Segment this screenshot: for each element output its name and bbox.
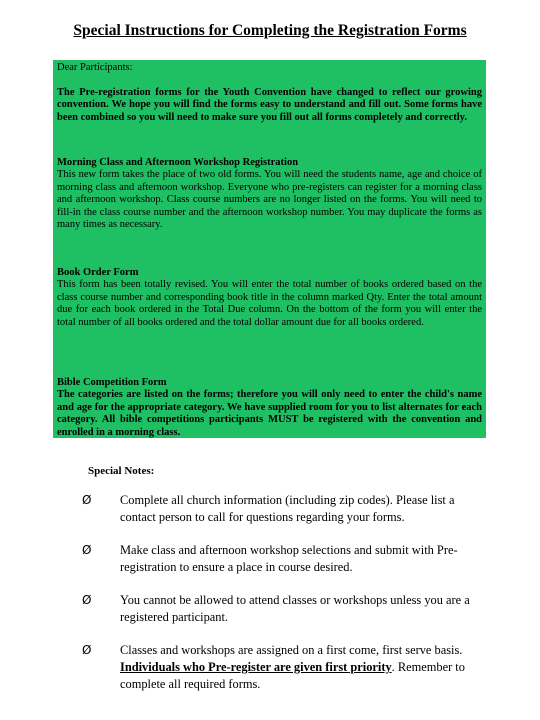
- priority-emphasis: Individuals who Pre-register are given first priority: [120, 660, 392, 674]
- section-heading: Morning Class and Afternoon Workshop Registration: [57, 157, 299, 168]
- instructions-box: [53, 60, 486, 438]
- list-item: [82, 642, 482, 693]
- section-body: This new form takes the place of two old forms. You will need the students name, age and choice of morning class and afternoon workshop. Everyone who pre-registers can register for a morning class and afternoon workshop. Class course numbers are no longer listed on the forms. You will need to fill-in the class course number and the afternoon workshop number. You may duplicate the forms as many times as necessary.: [57, 169, 482, 231]
- list-item-text: Make class and afternoon workshop selections and submit with Pre-registration to ensure a place in course desired.: [120, 543, 458, 574]
- list-item: [82, 542, 482, 576]
- list-item-text: [120, 643, 465, 691]
- special-notes-heading: Special Notes:: [88, 465, 155, 477]
- section-heading: Book Order Form: [57, 267, 139, 278]
- must-emphasis: MUST: [268, 414, 299, 426]
- arrow-bullet-icon: Ø: [82, 543, 92, 557]
- section-body: This form has been totally revised. You will enter the total number of books ordered based on the class course number and corresponding book title in the column marked Qty. Enter the total amount due for each book ordered in the Total Due column. On the bottom of the form you will enter the total number of all books ordered and the total dollar amount due for all books ordered.: [57, 279, 482, 328]
- page-title: Special Instructions for Completing the Registration Forms: [73, 22, 467, 39]
- list-item-text: You cannot be allowed to attend classes or workshops unless you are a registered participant.: [120, 593, 470, 624]
- arrow-bullet-icon: Ø: [82, 493, 92, 507]
- intro-paragraph: The Pre-registration forms for the Youth Convention have changed to reflect our growing convention. We hope you will find the forms easy to understand and fill out. Some forms have been combined so you will need to make sure you fill out all forms completely and correctly.: [57, 87, 482, 123]
- arrow-bullet-icon: Ø: [82, 643, 92, 657]
- section-morning-class: [57, 157, 482, 231]
- arrow-bullet-icon: Ø: [82, 593, 92, 607]
- list-item: [82, 592, 482, 626]
- list-item-text: Complete all church information (including zip codes). Please list a contact person to call for questions regarding your forms.: [120, 493, 455, 524]
- text-part: . Remember to complete all required forms.: [120, 660, 465, 691]
- section-book-order: [57, 267, 482, 329]
- section-body: [57, 389, 482, 439]
- body-part: The categories are listed on the forms; therefore you will only need to enter the child's name and age for the appropriate category. We have supplied room for you to list alternates for each category. All bible competitions participants: [57, 389, 482, 426]
- special-notes-list: [82, 492, 482, 709]
- body-part: be registered with the convention and enrolled in a morning class.: [57, 414, 482, 438]
- section-heading: Bible Competition Form: [57, 377, 167, 388]
- section-bible-competition: [57, 377, 482, 439]
- text-part: Classes and workshops are assigned on a first come, first serve basis.: [120, 643, 463, 657]
- list-item: [82, 492, 482, 526]
- greeting: Dear Participants:: [57, 62, 133, 73]
